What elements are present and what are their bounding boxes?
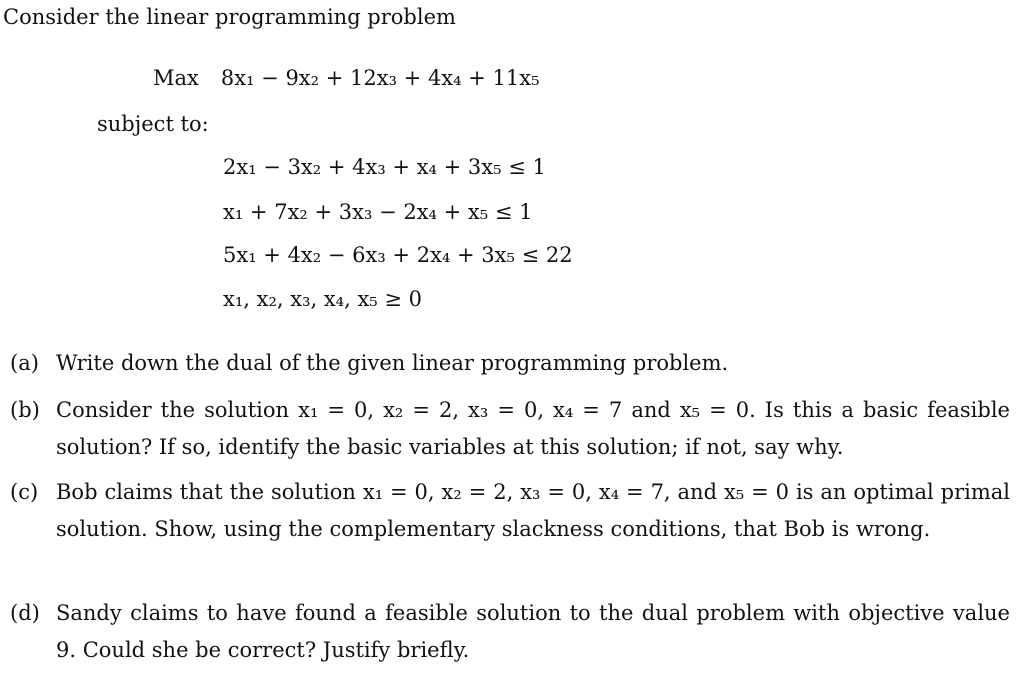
part-a-text: Write down the dual of the given linear programming problem.	[56, 351, 729, 375]
part-c-label: (c)	[10, 480, 39, 504]
part-d-label: (d)	[10, 601, 40, 625]
part-a-label: (a)	[10, 351, 39, 375]
nonnegativity-constraint: x₁, x₂, x₃, x₄, x₅ ≥ 0	[223, 287, 423, 311]
constraint-2: x₁ + 7x₂ + 3x₃ − 2x₄ + x₅ ≤ 1	[223, 200, 533, 224]
part-b-label: (b)	[10, 398, 40, 422]
part-d-text: Sandy claims to have found a feasible solution to the dual problem with objective value 9. Could she be correct? Justify briefly.	[56, 601, 1010, 662]
part-b-text: Consider the solution x₁ = 0, x₂ = 2, x₃ = 0, x₄ = 7 and x₅ = 0. Is this a basic feasible solution? If so, identify the basic variables at this solution; if not, say why.	[56, 398, 1010, 459]
objective-expression: 8x₁ − 9x₂ + 12x₃ + 4x₄ + 11x₅	[220, 66, 540, 90]
intro-text: Consider the linear programming problem	[3, 5, 456, 29]
subject-to-label: subject to:	[97, 112, 209, 136]
constraint-1: 2x₁ − 3x₂ + 4x₃ + x₄ + 3x₅ ≤ 1	[223, 155, 546, 179]
question-part-d	[10, 595, 1010, 669]
question-part-c	[10, 474, 1010, 548]
objective-keyword: Max	[153, 66, 199, 90]
constraint-3: 5x₁ + 4x₂ − 6x₃ + 2x₄ + 3x₅ ≤ 22	[223, 243, 573, 267]
question-part-b	[10, 392, 1010, 466]
part-c-text: Bob claims that the solution x₁ = 0, x₂ = 2, x₃ = 0, x₄ = 7, and x₅ = 0 is an optimal primal solution. Show, using the complementary slackness conditions, that Bob is wrong.	[56, 480, 1010, 541]
objective-function	[153, 66, 540, 90]
question-part-a	[10, 345, 1010, 382]
